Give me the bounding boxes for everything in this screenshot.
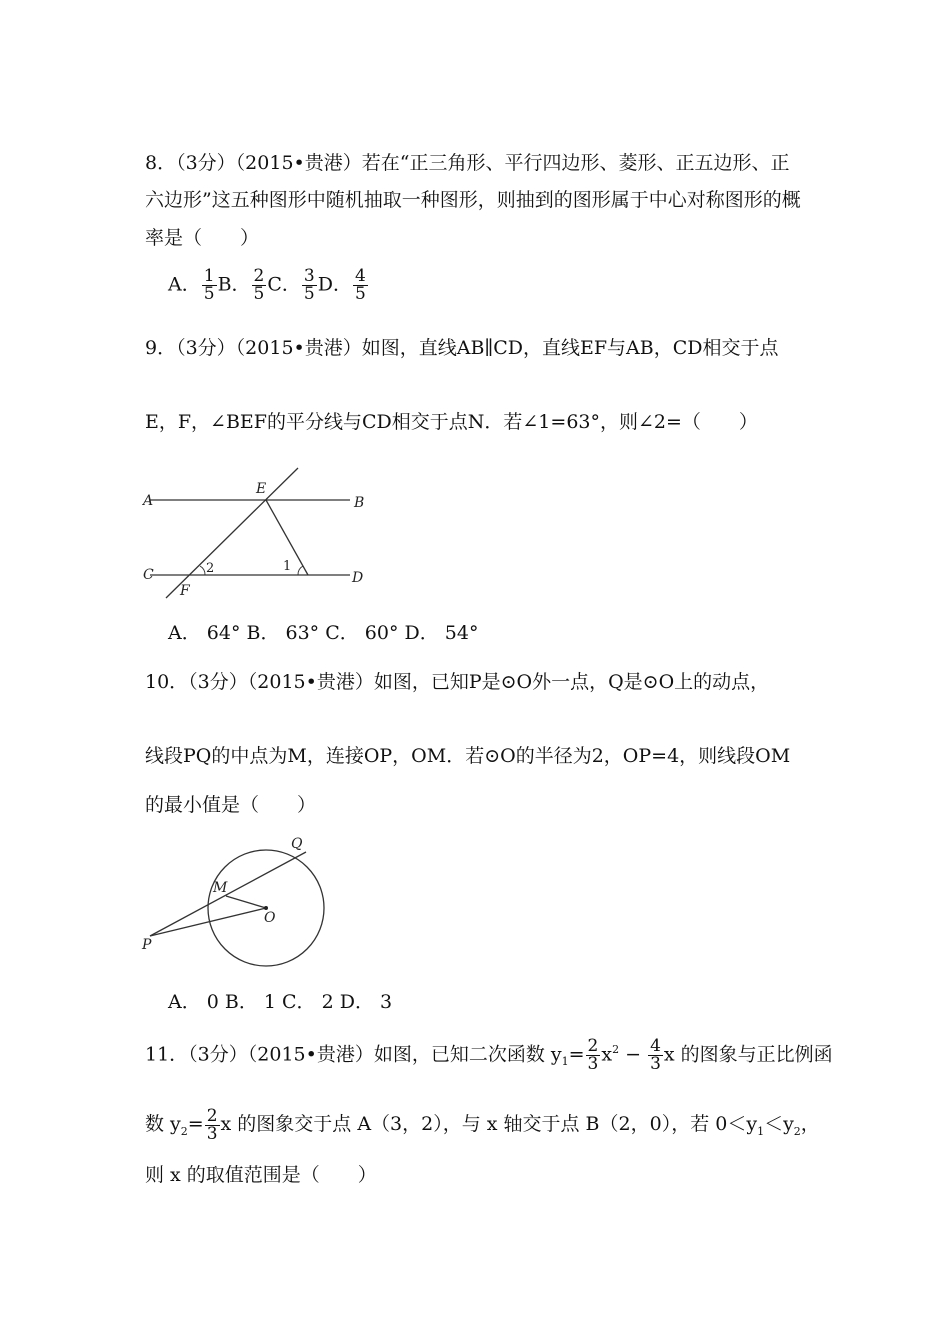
- q11-comma: ，: [800, 1113, 820, 1135]
- label-angle-1: 1: [283, 559, 292, 574]
- q10-line-3: 的最小值是（ ）: [145, 794, 317, 816]
- q11-fraction-2: [648, 1035, 663, 1074]
- q8-option-d-fraction: [353, 268, 368, 303]
- q8-option-d-numerator: 4: [354, 266, 366, 286]
- label-f: F: [180, 583, 190, 599]
- q10-line-1: 10．（3分）（2015•贵港）如图，已知P是⊙O外一点，Q是⊙O上的动点，: [145, 671, 770, 693]
- q11-eq: =: [568, 1043, 585, 1066]
- q10-options: A． 0 B． 1 C． 2 D． 3: [168, 991, 393, 1013]
- q10-figure: [138, 830, 338, 975]
- label-angle-2: 2: [206, 561, 215, 576]
- q8-option-a-numerator: 1: [203, 266, 215, 286]
- q8-option-c-numerator: 3: [303, 266, 315, 286]
- q11-fraction-1-numerator: 2: [587, 1035, 599, 1056]
- q8-option-b-numerator: 2: [253, 266, 265, 286]
- q8-option-b-fraction: [252, 268, 267, 303]
- q8-option-b-label: B．: [217, 273, 251, 296]
- q11-sub-3: 1: [757, 1124, 765, 1138]
- q8-line-2: 六边形”这五种图形中随机抽取一种图形，则抽到的图形属于中心对称图形的概: [145, 189, 801, 211]
- q11-sub-4: 2: [793, 1124, 801, 1138]
- label-a: A: [143, 493, 154, 509]
- q11-fraction-3: [205, 1105, 220, 1144]
- q11-sub-1: 1: [561, 1055, 569, 1069]
- q8-option-c-label: C．: [267, 273, 301, 296]
- q9-figure: [138, 462, 378, 607]
- label-o: O: [264, 910, 276, 926]
- q11-fraction-2-denominator: 3: [650, 1053, 661, 1074]
- q11-fraction-1: [586, 1035, 601, 1074]
- q8-option-d-denominator: 5: [354, 284, 366, 304]
- label-c: C: [143, 567, 154, 583]
- q8-line-1: 8．（3分）（2015•贵港）若在“正三角形、平行四边形、菱形、正五边形、正: [145, 152, 790, 174]
- q8-option-c-denominator: 5: [303, 284, 315, 304]
- q9-line-2: E，F，∠BEF的平分线与CD相交于点N．若∠1=63°，则∠2=（ ）: [145, 411, 758, 433]
- q8-option-a-fraction: [202, 268, 217, 303]
- q9-options: A． 64° B． 63° C． 60° D． 54°: [168, 622, 479, 644]
- q11-line-1: [145, 1030, 833, 1074]
- q11-sub-2: 2: [180, 1124, 188, 1138]
- q10-line-2: 线段PQ的中点为M，连接OP，OM．若⊙O的半径为2，OP=4，则线段OM: [145, 745, 791, 767]
- q11-line2-prefix: 数 y: [145, 1113, 181, 1135]
- q8-option-a-label: A．: [168, 273, 201, 296]
- line-ef: [166, 468, 298, 598]
- label-q: Q: [291, 836, 303, 852]
- label-d: D: [352, 570, 364, 586]
- q11-sup-2: 2: [612, 1043, 620, 1056]
- q11-line-2: [145, 1104, 820, 1144]
- angle-1-arc: [298, 566, 303, 575]
- segment-mo: [226, 896, 266, 908]
- label-e: E: [256, 481, 267, 497]
- q11-fraction-1-denominator: 3: [587, 1053, 599, 1074]
- q8-option-b-denominator: 5: [253, 284, 265, 304]
- q9-line-1: 9．（3分）（2015•贵港）如图，直线AB∥CD，直线EF与AB，CD相交于点: [145, 337, 779, 359]
- q11-minus: −: [619, 1043, 648, 1066]
- q8-options: [168, 268, 369, 303]
- q11-fraction-3-numerator: 2: [206, 1105, 218, 1126]
- q8-option-c-fraction: [302, 268, 317, 303]
- q11-x: x: [601, 1043, 613, 1066]
- q11-fraction-3-denominator: 3: [206, 1123, 218, 1144]
- q11-line-3: 则 x 的取值范围是（ ）: [145, 1164, 377, 1186]
- q11-fraction-2-numerator: 4: [650, 1035, 661, 1056]
- q8-line-3: 率是（ ）: [145, 227, 260, 249]
- label-m: M: [213, 880, 228, 896]
- q11-prefix: 11．（3分）（2015•贵港）如图，已知二次函数 y: [145, 1043, 562, 1066]
- q11-eq-2: =: [187, 1113, 204, 1135]
- label-b: B: [354, 495, 365, 511]
- q11-lt: ＜y: [764, 1113, 794, 1135]
- q11-tail-1: x 的图象与正比例函: [663, 1043, 833, 1066]
- q8-option-a-denominator: 5: [203, 284, 215, 304]
- angle-2-arc: [200, 566, 205, 575]
- q8-option-d-label: D．: [317, 273, 352, 296]
- label-p: P: [142, 937, 152, 953]
- q11-tail-2: x 的图象交于点 A（3，2），与 x 轴交于点 B（2，0），若 0＜y: [220, 1113, 758, 1135]
